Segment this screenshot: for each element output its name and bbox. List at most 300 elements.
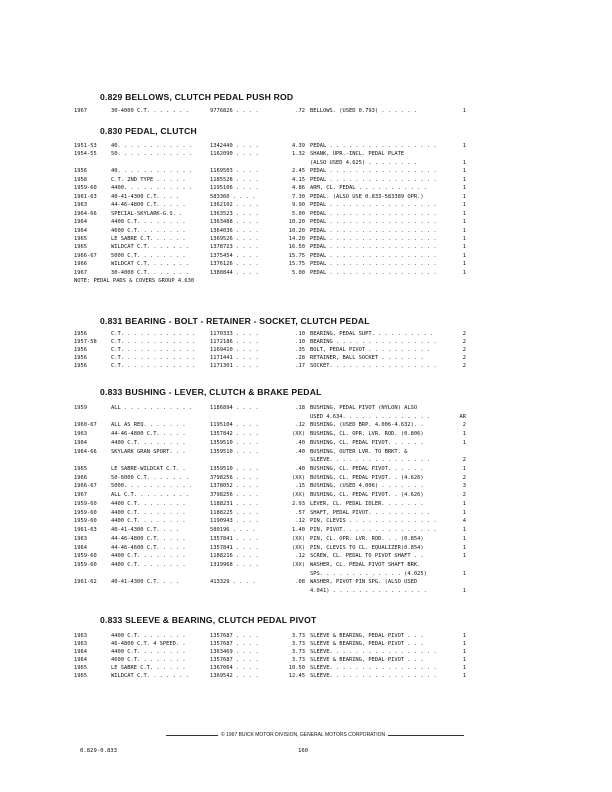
cell-qty: 1 [462, 210, 466, 217]
cell-year: 1966 [74, 474, 87, 481]
cell-qty: 1 [462, 633, 466, 639]
cell-price: 3.73 [292, 657, 305, 663]
cell-qty: 1 [462, 261, 466, 268]
cell-part: 1162090 . . . . [210, 151, 259, 158]
cell-part: 9776826 . . . . [210, 108, 259, 114]
cell-qty: 3 [462, 483, 466, 490]
cell-price: 3.73 [292, 633, 305, 639]
cell-model: 5000 C.T. . . . . . . . [111, 252, 186, 259]
cell-model: WILDCAT C.T. . . . . . . [111, 244, 189, 251]
cell-part: 1369542 . . . . [210, 673, 259, 679]
parts-row [0, 535, 612, 543]
cell-qty: 2 [462, 492, 466, 499]
cell-qty: 2 [462, 331, 466, 337]
cell-part: 1172186 . . . . [210, 339, 259, 345]
cell-desc: ARM, CL. PEDAL . . . . . . . . . . . [310, 185, 427, 192]
cell-model: 4400 C.T. . . . . . . . [111, 553, 186, 560]
cell-part: 1185528 . . . . [210, 176, 259, 183]
cell-year: 1959-60 [74, 561, 97, 568]
cell-desc: BEARING . . . . . . . . . . . . . . . . [310, 339, 437, 345]
cell-model: 44-46-4800 C.T. . . . . [111, 431, 186, 438]
cell-desc: PEDAL. (ALSO USE 0.833-583389 OPR.) [310, 193, 424, 200]
parts-row [0, 509, 612, 517]
cell-price: (XX) [292, 431, 305, 438]
cell-year: 1959-60 [74, 553, 97, 560]
cell-price: 10.20 [288, 219, 305, 226]
cell-price: 9.90 [292, 202, 305, 209]
cell-price: .57 [295, 509, 305, 516]
copyright-text: © 1967 BUICK MOTOR DIVISION, GENERAL MOTORS CORPORATION [218, 730, 388, 740]
cell-qty: 1 [462, 235, 466, 242]
cell-desc: SLEEVE. . . . . . . . . . . . . . . . [310, 457, 431, 464]
cell-qty: 1 [462, 244, 466, 251]
cell-desc: PEDAL . . . . . . . . . . . . . . . . . [310, 143, 437, 149]
cell-price: .18 [295, 405, 305, 411]
cell-part: 1319968 . . . . [210, 561, 259, 568]
cell-model: WILDCAT C.T. . . . . . . [111, 673, 189, 679]
cell-price: 2.93 [292, 500, 305, 507]
cell-price: 10.50 [288, 665, 305, 671]
cell-desc: BELLOWS. (USED 0.793) . . . . . . [310, 108, 418, 114]
cell-qty: 1 [462, 673, 466, 679]
cell-part: 1363523 . . . . [210, 210, 259, 217]
cell-part: 1357841 . . . . [210, 544, 259, 551]
parts-row [0, 252, 612, 260]
cell-desc: BUSHING, PEDAL PIVOT (NYLON) ALSO [310, 405, 418, 411]
parts-row [0, 346, 612, 354]
parts-row [0, 482, 612, 490]
cell-desc: PIN, PIVOT. . . . . . . . . . . . . . . [310, 527, 437, 534]
cell-price: .12 [295, 422, 305, 429]
cell-qty: 1 [462, 641, 466, 647]
cell-price: .72 [295, 108, 305, 114]
cell-desc: BOLT, PEDAL PIVOT . . . . . . . . . . [310, 347, 431, 353]
cell-qty: 1 [462, 176, 466, 183]
cell-year: 1964 [74, 227, 87, 234]
parts-row [0, 561, 612, 569]
cell-desc: USED 4.634. . . . . . . . . . . . . . [310, 413, 431, 420]
cell-desc: 4.041) . . . . . . . . . . . . . . . [310, 588, 427, 595]
note-text: NOTE: PEDAL PADS & COVERS GROUP 4.630 [74, 278, 195, 285]
cell-desc: PEDAL . . . . . . . . . . . . . . . . . [310, 235, 437, 242]
cell-model: 4400 C.T. . . . . . . . [111, 649, 186, 655]
cell-part: 1169503 . . . . [210, 168, 259, 175]
cell-price: 4.15 [292, 176, 305, 183]
cell-price: .12 [295, 553, 305, 560]
cell-part: 1170333 . . . . [210, 331, 259, 337]
cell-part: 1342440 . . . . [210, 143, 259, 149]
cell-qty: 2 [462, 474, 466, 481]
cell-year: 1963 [74, 202, 87, 209]
cell-desc: PIN, CLEVIS . . . . . . . . . . . . . . [310, 518, 437, 525]
parts-row [0, 656, 612, 664]
parts-row [0, 578, 612, 586]
cell-price: .17 [295, 363, 305, 369]
parts-row [0, 142, 612, 150]
cell-model: 4400 C.T. . . . . . . . [111, 219, 186, 226]
cell-model: 40-41-4300 C.T. . . . [111, 527, 180, 534]
cell-qty: 4 [462, 518, 466, 525]
cell-year: 1964 [74, 219, 87, 226]
cell-model: 46-4800 C.T. 4 SPEED. . [111, 641, 186, 647]
cell-qty: 2 [462, 457, 466, 464]
cell-price: 2.45 [292, 168, 305, 175]
cell-desc: WASHER, CL. PEDAL PIVOT SHAFT BRK. [310, 561, 421, 568]
cell-year: 1959-60 [74, 518, 97, 525]
parts-row [0, 404, 612, 412]
cell-year: 1967 [74, 492, 87, 499]
cell-model: ALL . . . . . . . . . . . [111, 405, 193, 411]
cell-year: 1961-63 [74, 527, 97, 534]
cell-price: 3.73 [292, 649, 305, 655]
parts-row [0, 159, 612, 167]
cell-model: 4400. . . . . . . . . . . [111, 185, 193, 192]
cell-price: .15 [295, 483, 305, 490]
cell-desc: BUSHING, CL. OPR. LVR. ROD. (0.806) [310, 431, 424, 438]
cell-qty: 1 [462, 168, 466, 175]
cell-part: 1375454 . . . . [210, 252, 259, 259]
cell-qty: 1 [462, 219, 466, 226]
cell-year: 1966-67 [74, 483, 97, 490]
cell-model: 4400 C.T. . . . . . . . [111, 518, 186, 525]
cell-desc: BEARING, PEDAL SUPT. . . . . . . . . . [310, 331, 434, 337]
cell-part: 1357687 . . . . [210, 633, 259, 639]
cell-model: 4400 C.T. . . . . . . . [111, 500, 186, 507]
cell-part: 1195106 . . . . [210, 185, 259, 192]
cell-price: (XX) [292, 474, 305, 481]
parts-row [0, 570, 612, 578]
parts-row [0, 269, 612, 277]
cell-desc: BUSHING, CL. PEDAL PIVOT. . (4.626) [310, 492, 424, 499]
cell-part: 1363469 . . . . [210, 649, 259, 655]
parts-row [0, 587, 612, 595]
cell-part: 1359510 . . . . [210, 439, 259, 446]
cell-price: 1.40 [292, 527, 305, 534]
cell-qty: 2 [462, 422, 466, 429]
parts-row [0, 150, 612, 158]
parts-row [0, 260, 612, 268]
parts-row [0, 362, 612, 370]
parts-row [0, 491, 612, 499]
cell-price: .40 [295, 448, 305, 455]
cell-price: 1.32 [292, 151, 305, 158]
cell-year: 1958 [74, 176, 87, 183]
cell-year: 1967 [74, 269, 87, 276]
cell-part: 1171441 . . . . [210, 355, 259, 361]
cell-model: 50. . . . . . . . . . . . [111, 151, 193, 158]
cell-year: 1961-63 [74, 193, 97, 200]
cell-model: 5000. . . . . . . . . . . [111, 483, 193, 490]
cell-year: 1963 [74, 535, 87, 542]
cell-desc: BUSHING, (USED 4.006) . . . . . . . [310, 483, 424, 490]
section-title: 0.829 BELLOWS, CLUTCH PEDAL PUSH ROD [100, 92, 294, 102]
cell-year: 1966-67 [74, 252, 97, 259]
section-title: 0.830 PEDAL, CLUTCH [100, 126, 197, 136]
cell-year: 1956 [74, 168, 87, 175]
parts-row [0, 167, 612, 175]
cell-desc: SCREW, CL. PEDAL TO PIVOT SHAFT . . [310, 553, 424, 560]
cell-price: (XX) [292, 561, 305, 568]
cell-qty: 1 [462, 108, 466, 114]
cell-desc: PEDAL . . . . . . . . . . . . . . . . . [310, 252, 437, 259]
cell-model: LE SABRE C.T. . . . . . [111, 665, 186, 671]
cell-part: 583360 . . . . [210, 193, 256, 200]
cell-qty: 1 [462, 657, 466, 663]
cell-qty: 1 [462, 588, 466, 595]
parts-row [0, 552, 612, 560]
cell-model: 30-4000 C.T. . . . . . . [111, 269, 189, 276]
cell-part: 1362102 . . . . [210, 202, 259, 209]
cell-desc: PEDAL . . . . . . . . . . . . . . . . . [310, 244, 437, 251]
cell-part: 1376126 . . . . [210, 261, 259, 268]
cell-model: SKYLARK GRAN SPORT. . . [111, 448, 186, 455]
cell-qty: 1 [462, 431, 466, 438]
cell-part: 1188231 . . . . [210, 500, 259, 507]
cell-year: 1964-66 [74, 210, 97, 217]
parts-row [0, 632, 612, 640]
cell-model: 4400 C.T. . . . . . . . [111, 633, 186, 639]
cell-model: 4400 C.T. . . . . . . . [111, 509, 186, 516]
cell-qty: 1 [462, 185, 466, 192]
cell-year: 1964 [74, 544, 87, 551]
cell-qty: 1 [462, 527, 466, 534]
cell-model: 44-46-4600 C.T. . . . . [111, 544, 186, 551]
parts-row [0, 330, 612, 338]
cell-part: 1359510 . . . . [210, 466, 259, 473]
cell-desc: BUSHING, OUTER LVR. TO BRKT. & [310, 448, 408, 455]
cell-model: ALL AS REQ. . . . . . . [111, 422, 186, 429]
cell-model: 40. . . . . . . . . . . . [111, 168, 193, 175]
copyright-footer [166, 730, 464, 740]
cell-desc: BUSHING, CL. PEDAL PIVOT. . . . . . [310, 439, 424, 446]
cell-model: LE SABRE-WILDCAT C.T. . [111, 466, 186, 473]
cell-part: 1378723 . . . . [210, 244, 259, 251]
cell-qty: 1 [462, 570, 466, 577]
cell-part: 1188216 . . . . [210, 553, 259, 560]
cell-year: 1964-66 [74, 448, 97, 455]
parts-row [0, 664, 612, 672]
cell-price: .28 [295, 355, 305, 361]
section-title: 0.833 BUSHING - LEVER, CLUTCH & BRAKE PEDAL [100, 387, 322, 397]
cell-year: 1967 [74, 108, 87, 114]
cell-desc: PIN, CL. OPR. LVR. ROD. . . (0.854) [310, 535, 424, 542]
cell-part: 1169410 . . . . [210, 347, 259, 353]
cell-model: 4600 C.T. . . . . . . . [111, 657, 186, 663]
cell-price: .08 [295, 579, 305, 586]
cell-desc: RETAINER, BALL SOCKET . . . . . . . [310, 355, 424, 361]
cell-year: 1965 [74, 665, 87, 671]
cell-model: 40-41-4300 C.T. . . . [111, 579, 180, 586]
cell-qty: 1 [462, 535, 466, 542]
cell-year: 1954-55 [74, 151, 97, 158]
cell-year: 1957-58 [74, 339, 97, 345]
cell-part: 1364036 . . . . [210, 227, 259, 234]
cell-part: 1378052 . . . . [210, 483, 259, 490]
cell-model: WILDCAT C.T. . . . . . . [111, 261, 189, 268]
cell-desc: SLEEVE. . . . . . . . . . . . . . . . . [310, 649, 437, 655]
cell-price: 15.75 [288, 252, 305, 259]
cell-price: 10.20 [288, 227, 305, 234]
page-number: 160 [298, 748, 309, 754]
cell-year: 1963 [74, 641, 87, 647]
cell-price: .12 [295, 518, 305, 525]
cell-year: 1966 [74, 261, 87, 268]
cell-desc: BUSHING, CL. PEDAL PIVOT. . . . . . [310, 466, 424, 473]
cell-qty: 2 [462, 347, 466, 353]
parts-row [0, 210, 612, 218]
cell-price: .40 [295, 439, 305, 446]
parts-row [0, 193, 612, 201]
parts-row [0, 448, 612, 456]
cell-model: C.T. . . . . . . . . . . . [111, 355, 196, 361]
cell-desc: PEDAL . . . . . . . . . . . . . . . . . [310, 176, 437, 183]
cell-desc: PEDAL . . . . . . . . . . . . . . . . . [310, 202, 437, 209]
cell-desc: LEVER, CL. PEDAL IDLER. . . . . . . [310, 500, 424, 507]
cell-year: 1956 [74, 347, 87, 353]
cell-year: 1959-60 [74, 185, 97, 192]
cell-desc: SHAFT, PEDAL PIVOT. . . . . . . . . . [310, 509, 431, 516]
cell-qty: 1 [462, 227, 466, 234]
cell-price: 7.30 [292, 193, 305, 200]
cell-year: 1965 [74, 244, 87, 251]
cell-qty: 1 [462, 143, 466, 149]
cell-part: 1357687 . . . . [210, 641, 259, 647]
parts-row [0, 227, 612, 235]
cell-part: 1357841 . . . . [210, 535, 259, 542]
cell-model: SPECIAL-SKYLARK-G.S. . [111, 210, 183, 217]
parts-row [0, 107, 612, 115]
cell-model: ALL C.T. . . . . . . . . [111, 492, 189, 499]
cell-model: C.T. . . . . . . . . . . . [111, 347, 196, 353]
cell-part: 1363488 . . . . [210, 219, 259, 226]
cell-model: C.T. . . . . . . . . . . . [111, 363, 196, 369]
cell-part: 3798256 . . . . [210, 492, 259, 499]
cell-qty: 1 [462, 649, 466, 655]
cell-price: (XX) [292, 492, 305, 499]
parts-row [0, 413, 612, 421]
cell-model: 30-4000 C.T. . . . . . . [111, 108, 189, 114]
cell-model: C.T. . . . . . . . . . . . [111, 339, 196, 345]
cell-desc: PIN, CLEVIS TO CL. EQUALIZER(0.854) [310, 544, 424, 551]
parts-row [0, 354, 612, 362]
cell-year: 1961-62 [74, 579, 97, 586]
parts-row [0, 526, 612, 534]
cell-part: 1171301 . . . . [210, 363, 259, 369]
cell-price: .40 [295, 466, 305, 473]
cell-model: 44-46-4800 C.T. . . . . [111, 535, 186, 542]
cell-model: 40-41-4300 C.T. . . . [111, 193, 180, 200]
cell-desc: PEDAL . . . . . . . . . . . . . . . . . [310, 219, 437, 226]
cell-price: 16.50 [288, 244, 305, 251]
cell-qty: 1 [462, 466, 466, 473]
cell-desc: (ALSO USED 4.625) . . . . . . . . [310, 159, 418, 166]
cell-qty: 1 [462, 500, 466, 507]
cell-qty: 1 [462, 553, 466, 560]
cell-year: 1964 [74, 649, 87, 655]
cell-model: 40. . . . . . . . . . . . [111, 143, 193, 149]
cell-model: LE SABRE C.T. . . . . . [111, 235, 186, 242]
cell-part: 3798256 . . . . [210, 474, 259, 481]
cell-year: 1963 [74, 431, 87, 438]
parts-row [0, 218, 612, 226]
cell-price: (XX) [292, 544, 305, 551]
parts-row [0, 338, 612, 346]
cell-year: 1959 [74, 405, 87, 411]
cell-price: 12.45 [288, 673, 305, 679]
cell-qty: AR [459, 413, 466, 420]
cell-price: (XX) [292, 535, 305, 542]
cell-desc: PEDAL . . . . . . . . . . . . . . . . . [310, 210, 437, 217]
cell-part: 580196 . . . . [210, 527, 256, 534]
parts-row [0, 474, 612, 482]
cell-desc: SLEEVE. . . . . . . . . . . . . . . . . [310, 665, 437, 671]
cell-qty: 2 [462, 355, 466, 361]
parts-row [0, 421, 612, 429]
cell-price: .10 [295, 339, 305, 345]
cell-price: .10 [295, 331, 305, 337]
cell-part: 1369526 . . . . [210, 235, 259, 242]
cell-price: 4.86 [292, 185, 305, 192]
cell-desc: SLEEVE & BEARING, PEDAL PIVOT . . . [310, 633, 424, 639]
cell-desc: WASHER, PIVOT PIN SPG. (ALSO USED [310, 579, 418, 586]
cell-desc: BUSHING, CL. PEDAL PIVOT. . (4.626) [310, 474, 424, 481]
cell-part: 1190943 . . . . [210, 518, 259, 525]
cell-qty: 1 [462, 665, 466, 671]
cell-desc: SOCKET. . . . . . . . . . . . . . . . . [310, 363, 437, 369]
parts-row [0, 201, 612, 209]
cell-qty: 1 [462, 439, 466, 446]
parts-row [0, 648, 612, 656]
cell-desc: BUSHING, (USED BRP. 4.006-4.632). . [310, 422, 424, 429]
cell-qty: 1 [462, 193, 466, 200]
cell-model: 50-6000 C.T. . . . . . . [111, 474, 189, 481]
cell-desc: SPS. . . . . . . . . . . . . (4.025) [310, 570, 427, 577]
cell-year: 1965 [74, 673, 87, 679]
cell-year: 1965 [74, 466, 87, 473]
cell-qty: 1 [462, 509, 466, 516]
cell-desc: PEDAL . . . . . . . . . . . . . . . . . [310, 269, 437, 276]
parts-row [0, 235, 612, 243]
cell-price: 4.39 [292, 143, 305, 149]
section-title: 0.831 BEARING - BOLT - RETAINER - SOCKET, CLUTCH PEDAL [100, 316, 370, 326]
cell-price: 5.00 [292, 269, 305, 276]
cell-model: 4400 C.T. . . . . . . . [111, 561, 186, 568]
cell-model: C.T. 2ND TYPE . . . . . [111, 176, 186, 183]
section-range-ref: 0.829-0.833 [80, 748, 118, 754]
cell-qty: 1 [462, 159, 466, 166]
parts-row [0, 517, 612, 525]
parts-row [0, 544, 612, 552]
parts-row [0, 456, 612, 464]
cell-qty: 1 [462, 202, 466, 209]
cell-qty: 1 [462, 544, 466, 551]
cell-year: 1951-53 [74, 143, 97, 149]
cell-desc: SHANK, UPR.-INCL. PEDAL PLATE [310, 151, 405, 158]
cell-desc: SLEEVE & BEARING, PEDAL PIVOT . . . [310, 641, 424, 647]
cell-model: C.T. . . . . . . . . . . . [111, 331, 196, 337]
cell-year: 1956 [74, 331, 87, 337]
cell-price: 15.75 [288, 261, 305, 268]
cell-desc: PEDAL . . . . . . . . . . . . . . . . . [310, 261, 437, 268]
cell-year: 1965 [74, 235, 87, 242]
cell-year: 1964 [74, 439, 87, 446]
cell-model: 4400 C.T. . . . . . . . [111, 439, 186, 446]
cell-part: 413329 . . . . [210, 579, 256, 586]
cell-desc: SLEEVE & BEARING, PEDAL PIVOT . . . [310, 657, 424, 663]
cell-part: 1186894 . . . . [210, 405, 259, 411]
parts-row [0, 176, 612, 184]
cell-qty: 1 [462, 252, 466, 259]
